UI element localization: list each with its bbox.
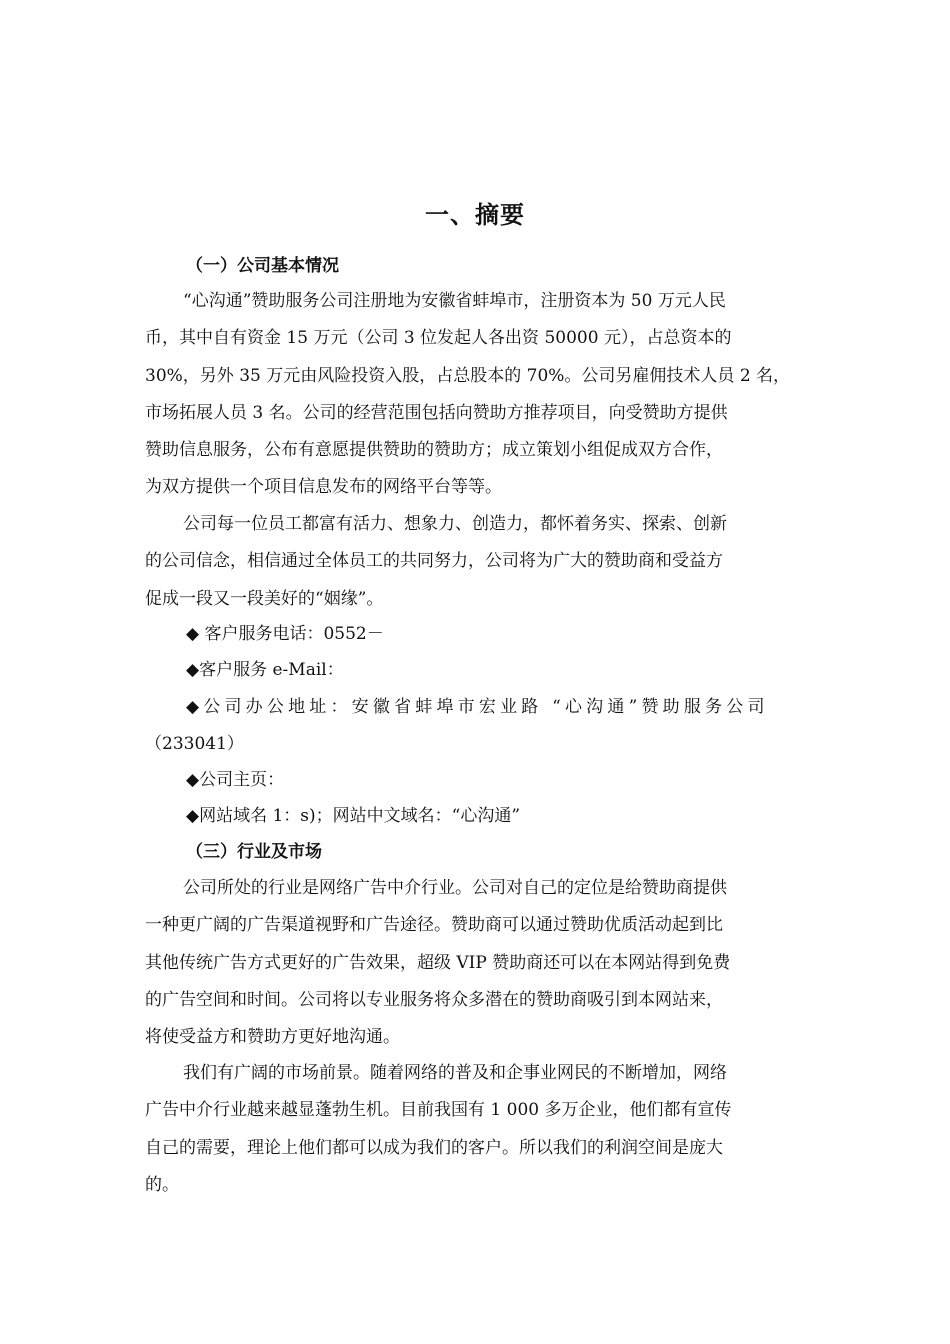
section-heading-company-info: （一）公司基本情况 (186, 256, 339, 276)
text-line: 自己的需要，理论上他们都可以成为我们的客户。所以我们的利润空间是庞大 (145, 1137, 723, 1158)
paragraph-industry (145, 870, 811, 1056)
text-line: 一种更广阔的广告渠道视野和广告途径。赞助商可以通过赞助优质活动起到比 (145, 915, 723, 936)
text-line: 赞助信息服务，公布有意愿提供赞助的赞助方；成立策划小组促成双方合作， (145, 440, 723, 461)
text-line: 广告中介行业越来越显蓬勃生机。目前我国有 1 000 多万企业，他们都有宣传 (145, 1100, 732, 1121)
contact-postcode: （233041） (145, 734, 244, 754)
contact-address: ◆公司办公地址：安徽省蚌埠市宏业路 “心沟通”赞助服务公司 (186, 697, 769, 717)
section-heading-industry-market: （三）行业及市场 (186, 842, 322, 862)
text-line: 促成一段又一段美好的“姻缘”。 (145, 588, 384, 609)
paragraph-company-values (145, 506, 811, 618)
text-line: 的。 (145, 1174, 179, 1195)
text-line: 的公司信念，相信通过全体员工的共同努力，公司将为广大的赞助商和受益方 (145, 551, 723, 572)
text-line: 我们有广阔的市场前景。随着网络的普及和企事业网民的不断增加，网络 (183, 1063, 727, 1083)
page-title: 一、摘要 (425, 201, 525, 229)
contact-phone: ◆ 客户服务电话：0552－ (186, 624, 384, 644)
text-line: 为双方提供一个项目信息发布的网络平台等等。 (145, 477, 502, 498)
text-line: 30%，另外 35 万元由风险投资入股，占总股本的 70%。公司另雇佣技术人员 2 名， (145, 365, 791, 386)
text-line: 将使受益方和赞助方更好地沟通。 (145, 1027, 400, 1048)
text-line: 公司所处的行业是网络广告中介行业。公司对自己的定位是给赞助商提供 (183, 878, 727, 898)
paragraph-market-outlook (145, 1055, 811, 1204)
text-line: 市场拓展人员 3 名。公司的经营范围包括向赞助方推荐项目，向受赞助方提供 (145, 402, 728, 423)
contact-email: ◆客户服务 e-Mail： (186, 660, 344, 680)
text-line: 公司每一位员工都富有活力、想象力、创造力，都怀着务实、探索、创新 (183, 514, 727, 534)
text-line: 币，其中自有资金 15 万元（公司 3 位发起人各出资 50000 元），占总资本的 (145, 328, 732, 349)
paragraph-company-overview (145, 283, 811, 507)
text-line: 其他传统广告方式更好的广告效果，超级 VIP 赞助商还可以在本网站得到免费 (145, 952, 731, 973)
text-line: 的广告空间和时间。公司将以专业服务将众多潜在的赞助商吸引到本网站来， (145, 989, 723, 1010)
website-domain: ◆网站域名 1：s)；网站中文域名：“心沟通” (186, 806, 521, 826)
text-line: “心沟通”赞助服务公司注册地为安徽省蚌埠市，注册资本为 50 万元人民 (183, 291, 726, 311)
company-homepage: ◆公司主页： (186, 770, 285, 790)
